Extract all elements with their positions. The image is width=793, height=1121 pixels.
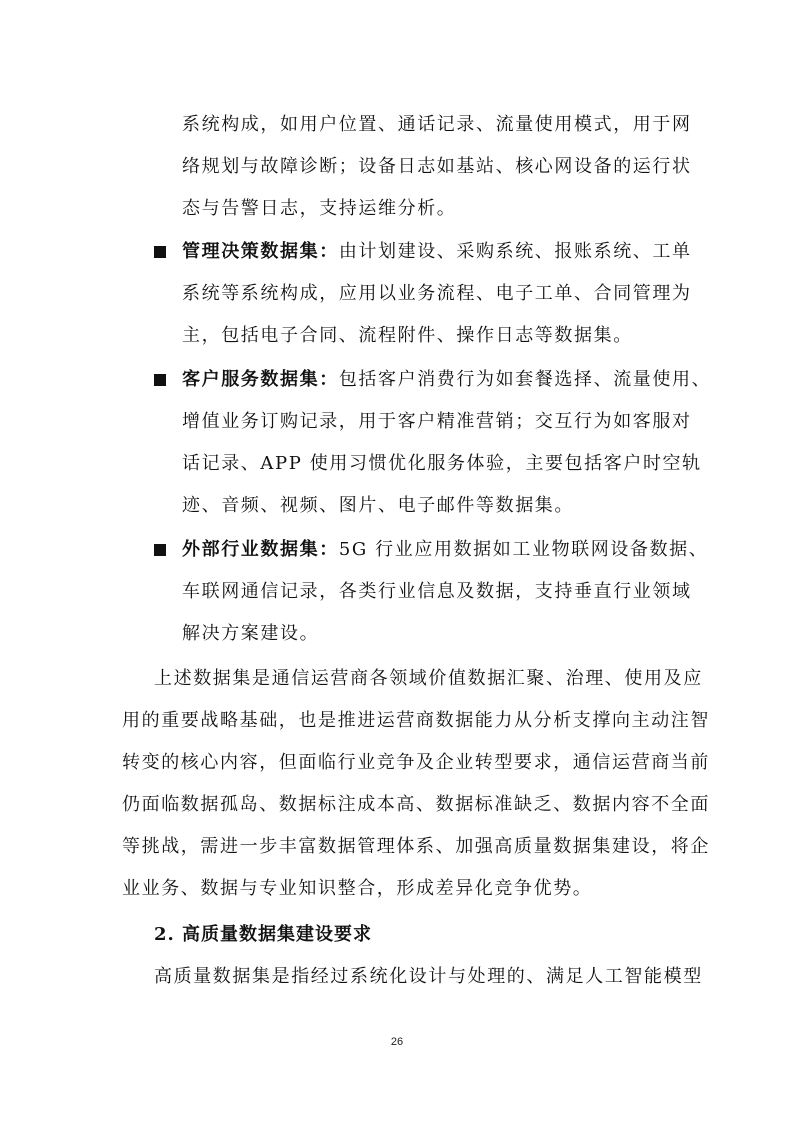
paragraph-line: 业业务、数据与专业知识整合，形成差异化竞争优势。 (122, 878, 593, 899)
list-item-lead: 外部行业数据集： (182, 539, 339, 560)
text-line: 络规划与故障诊断；设备日志如基站、核心网设备的运行状 (182, 156, 692, 177)
text-line: 话记录、APP 使用习惯优化服务体验，主要包括客户时空轨 (182, 453, 702, 474)
text-line: 解决方案建设。 (182, 623, 320, 644)
text-line: 系统构成，如用户位置、通话记录、流量使用模式，用于网 (182, 114, 692, 135)
bullet-square-icon (154, 246, 166, 258)
list-item-lead: 客户服务数据集： (182, 369, 339, 390)
paragraph-line: 仍面临数据孤岛、数据标注成本高、数据标准缺乏、数据内容不全面 (122, 794, 710, 815)
text-line: 主，包括电子合同、流程附件、操作日志等数据集。 (182, 325, 633, 346)
paragraph-line: 等挑战，需进一步丰富数据管理体系、加强高质量数据集建设，将企 (122, 836, 710, 857)
paragraph-line: 高质量数据集是指经过系统化设计与处理的、满足人工智能模型 (154, 966, 703, 987)
bullet-square-icon (154, 544, 166, 556)
list-item-first-line (182, 363, 711, 397)
text-line: 态与告警日志，支持运维分析。 (182, 198, 457, 219)
section-heading: 2. 高质量数据集建设要求 (154, 924, 373, 945)
page-number: 26 (390, 1036, 404, 1048)
list-item-first-line (182, 533, 708, 567)
text-line: 迹、音频、视频、图片、电子邮件等数据集。 (182, 495, 574, 516)
list-item-text: 5G 行业应用数据如工业物联网设备数据、 (338, 539, 709, 560)
list-item-first-line (182, 235, 692, 269)
paragraph-line: 上述数据集是通信运营商各领域价值数据汇聚、治理、使用及应 (154, 668, 703, 689)
paragraph-line: 转变的核心内容，但面临行业竞争及企业转型要求，通信运营商当前 (122, 752, 710, 773)
list-item-text: 由计划建设、采购系统、报账系统、工单 (338, 241, 692, 262)
text-line: 车联网通信记录，各类行业信息及数据，支持垂直行业领域 (182, 581, 692, 602)
paragraph-line: 用的重要战略基础，也是推进运营商数据能力从分析支撑向主动注智 (122, 710, 710, 731)
bullet-square-icon (154, 374, 166, 386)
text-line: 系统等系统构成，应用以业务流程、电子工单、合同管理为 (182, 283, 692, 304)
list-item-lead: 管理决策数据集： (182, 241, 339, 262)
text-line: 增值业务订购记录，用于客户精准营销；交互行为如客服对 (182, 411, 692, 432)
list-item-text: 包括客户消费行为如套餐选择、流量使用、 (338, 369, 712, 390)
